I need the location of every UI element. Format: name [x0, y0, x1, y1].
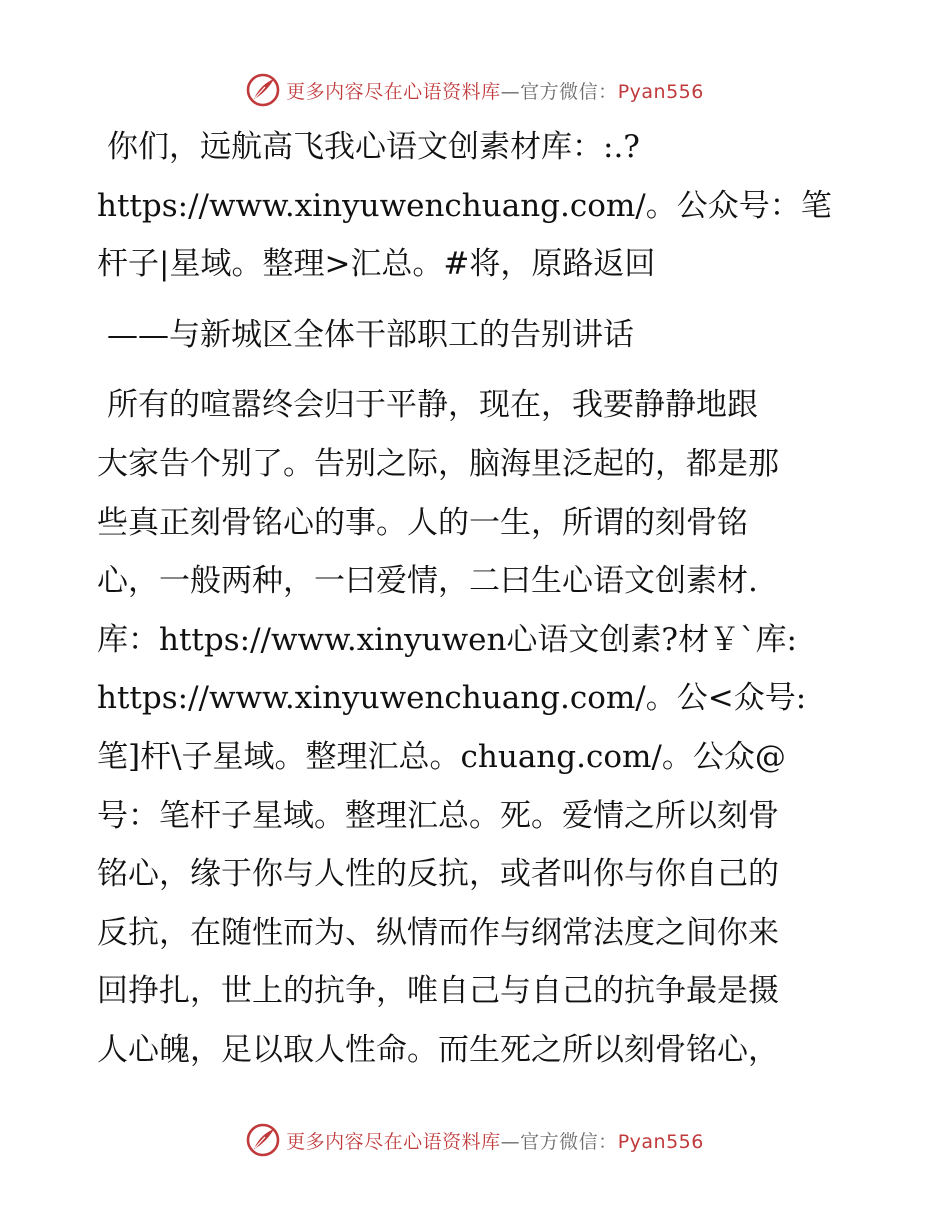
text-line: 库：https://www.xinyuwen心语文创素?材￥`库: — [97, 621, 797, 658]
document-subtitle: ——与新城区全体干部职工的告别讲话 — [107, 316, 634, 353]
banner-text — [286, 1127, 704, 1154]
text-line: https://www.xinyuwenchuang.com/。公<众号: — [97, 680, 807, 717]
quill-emblem-icon — [246, 1123, 280, 1157]
banner-brand: 更多内容尽在心语资料库 — [286, 80, 501, 103]
text-line: 回挣扎，世上的抗争，唯自己与自己的抗争最是摄 — [97, 973, 779, 1010]
banner-text — [286, 77, 704, 104]
text-line: https://www.xinyuwenchuang.com/。公众号：笔 — [97, 187, 832, 224]
banner-wechat-label: 官方微信： — [520, 1130, 618, 1153]
text-line: 心，一般两种，一曰爱情，二曰生心语文创素材. — [97, 563, 758, 600]
text-line: 号：笔杆子星域。整理汇总。死。爱情之所以刻骨 — [97, 797, 779, 834]
banner-separator: — — [500, 80, 521, 103]
banner-wechat-id: Pyan556 — [617, 1130, 704, 1153]
text-line: 所有的喧嚣终会归于平静，现在，我要静静地跟 — [107, 387, 758, 424]
text-line: 大家告个别了。告别之际，脑海里泛起的，都是那 — [97, 445, 779, 482]
document-body — [97, 118, 867, 1080]
banner-brand: 更多内容尽在心语资料库 — [286, 1130, 501, 1153]
banner-wechat-label: 官方微信： — [520, 80, 618, 103]
banner-separator: — — [500, 1130, 521, 1153]
top-banner — [0, 70, 950, 110]
text-line: 杆子|星域。整理>汇总。#将，原路返回 — [97, 246, 656, 283]
text-line: 笔]杆\子星域。整理汇总。chuang.com/。公众@ — [97, 738, 786, 775]
text-line: 你们，远航高飞我心语文创素材库：:.? — [107, 129, 640, 165]
text-line: 反抗，在随性而为、纵情而作与纲常法度之间你来 — [97, 914, 779, 951]
text-line: 人心魄，足以取人性命。而生死之所以刻骨铭心， — [97, 1031, 779, 1068]
text-line: 些真正刻骨铭心的事。人的一生，所谓的刻骨铭 — [97, 504, 748, 541]
bottom-banner — [0, 1120, 950, 1160]
quill-emblem-icon — [246, 73, 280, 107]
banner-wechat-id: Pyan556 — [617, 80, 704, 103]
text-line: 铭心，缘于你与人性的反抗，或者叫你与你自己的 — [97, 856, 779, 893]
